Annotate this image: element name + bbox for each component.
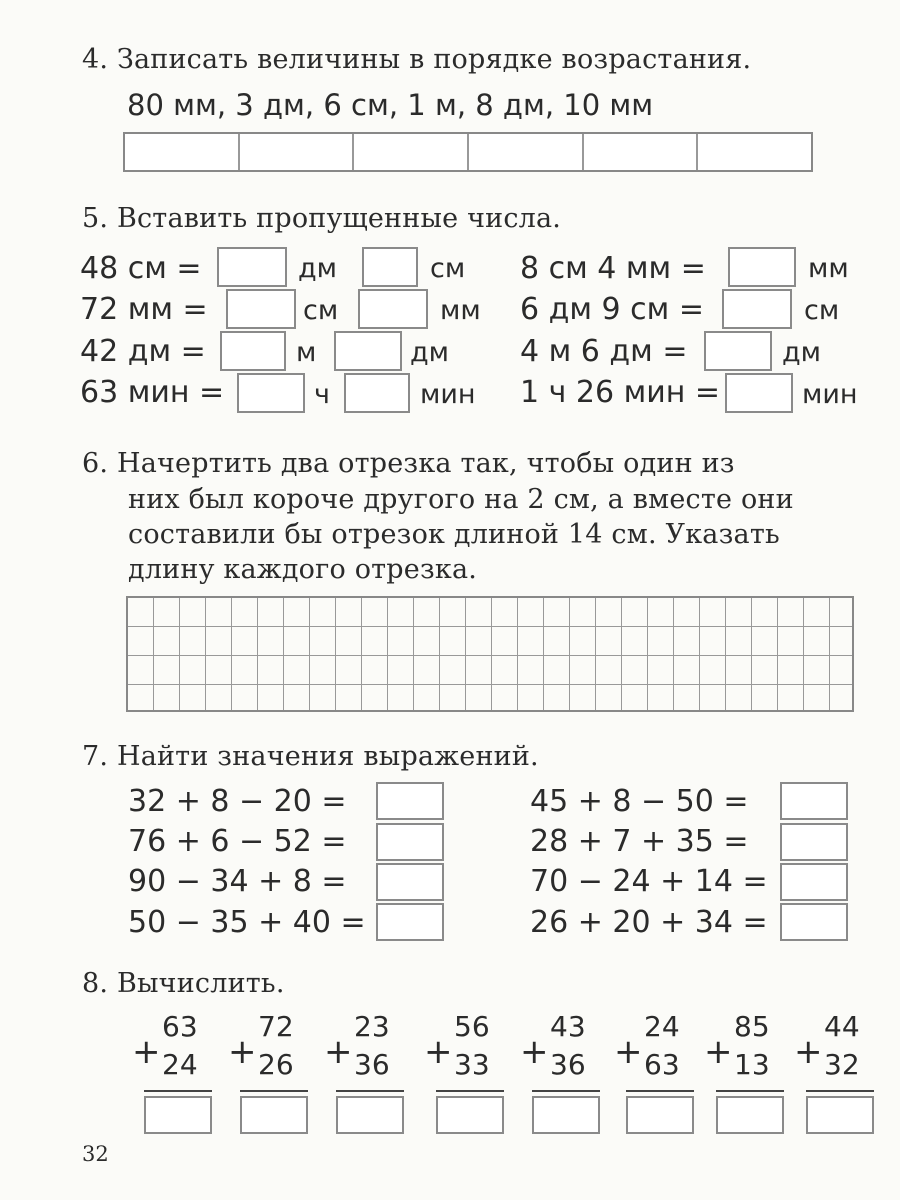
answer-box[interactable] bbox=[362, 247, 418, 287]
unit-label: см bbox=[430, 253, 466, 284]
task5-left-expr: 48 см = bbox=[80, 251, 202, 286]
addend-top: 72 bbox=[258, 1010, 294, 1043]
task4-values: 80 мм, 3 дм, 6 см, 1 м, 8 дм, 10 мм bbox=[127, 88, 654, 122]
unit-label: мин bbox=[802, 379, 858, 410]
answer-box[interactable] bbox=[722, 289, 792, 329]
unit-label: мин bbox=[420, 379, 476, 410]
task7-expr: 50 − 35 + 40 = bbox=[128, 905, 366, 940]
task5-left-expr: 63 мин = bbox=[80, 375, 225, 410]
column-addition bbox=[324, 1010, 404, 1130]
task7-expr: 76 + 6 − 52 = bbox=[128, 824, 347, 859]
plus-sign: + bbox=[520, 1032, 549, 1072]
plus-sign: + bbox=[324, 1032, 353, 1072]
answer-box[interactable] bbox=[626, 1096, 694, 1134]
task7-expr: 32 + 8 − 20 = bbox=[128, 784, 347, 819]
sum-line bbox=[144, 1090, 212, 1092]
column-addition bbox=[228, 1010, 308, 1130]
column-addition bbox=[132, 1010, 212, 1130]
addend-top: 24 bbox=[644, 1010, 680, 1043]
answer-box[interactable] bbox=[240, 1096, 308, 1134]
answer-box[interactable] bbox=[780, 863, 848, 901]
sum-line bbox=[336, 1090, 404, 1092]
task6-line: 6. Начертить два отрезка так, чтобы один из bbox=[82, 448, 735, 479]
answer-box[interactable] bbox=[217, 247, 287, 287]
answer-box[interactable] bbox=[780, 782, 848, 820]
addend-top: 44 bbox=[824, 1010, 860, 1043]
task6-line: длину каждого отрезка. bbox=[128, 554, 478, 585]
unit-label: дм bbox=[410, 337, 450, 368]
addend-top: 43 bbox=[550, 1010, 586, 1043]
unit-label: м bbox=[296, 337, 317, 368]
addend-top: 56 bbox=[454, 1010, 490, 1043]
sum-line bbox=[436, 1090, 504, 1092]
answer-box[interactable] bbox=[226, 289, 296, 329]
addend-bottom: 63 bbox=[644, 1048, 680, 1081]
addend-bottom: 24 bbox=[162, 1048, 198, 1081]
answer-box[interactable] bbox=[376, 823, 444, 861]
answer-box[interactable] bbox=[336, 1096, 404, 1134]
task7-expr: 45 + 8 − 50 = bbox=[530, 784, 749, 819]
task7-expr: 70 − 24 + 14 = bbox=[530, 864, 768, 899]
answer-box[interactable] bbox=[728, 247, 796, 287]
column-addition bbox=[614, 1010, 694, 1130]
unit-label: мм bbox=[808, 253, 849, 284]
answer-box[interactable] bbox=[358, 289, 428, 329]
answer-box[interactable] bbox=[144, 1096, 212, 1134]
task5-right-expr: 6 дм 9 см = bbox=[520, 292, 704, 327]
column-addition bbox=[424, 1010, 504, 1130]
sum-line bbox=[240, 1090, 308, 1092]
unit-label: см bbox=[804, 295, 840, 326]
answer-box[interactable] bbox=[806, 1096, 874, 1134]
plus-sign: + bbox=[228, 1032, 257, 1072]
plus-sign: + bbox=[424, 1032, 453, 1072]
answer-box[interactable] bbox=[704, 331, 772, 371]
task6-line: составили бы отрезок длиной 14 см. Указать bbox=[128, 519, 780, 550]
task5-right-expr: 8 см 4 мм = bbox=[520, 251, 706, 286]
plus-sign: + bbox=[794, 1032, 823, 1072]
column-addition bbox=[794, 1010, 874, 1130]
drawing-grid[interactable] bbox=[126, 596, 854, 712]
unit-label: см bbox=[303, 295, 339, 326]
answer-cell[interactable] bbox=[469, 134, 584, 170]
addend-bottom: 13 bbox=[734, 1048, 770, 1081]
task6-line: них был короче другого на 2 см, а вместе они bbox=[128, 484, 794, 515]
unit-label: дм bbox=[782, 337, 822, 368]
answer-box[interactable] bbox=[532, 1096, 600, 1134]
answer-cell[interactable] bbox=[354, 134, 469, 170]
addend-top: 85 bbox=[734, 1010, 770, 1043]
addend-top: 23 bbox=[354, 1010, 390, 1043]
answer-box[interactable] bbox=[237, 373, 305, 413]
addend-bottom: 36 bbox=[550, 1048, 586, 1081]
answer-box[interactable] bbox=[220, 331, 286, 371]
column-addition bbox=[704, 1010, 784, 1130]
task5-right-expr: 1 ч 26 мин = bbox=[520, 375, 721, 410]
addend-bottom: 26 bbox=[258, 1048, 294, 1081]
plus-sign: + bbox=[614, 1032, 643, 1072]
answer-box[interactable] bbox=[376, 782, 444, 820]
answer-box[interactable] bbox=[780, 903, 848, 941]
task5-left-expr: 42 дм = bbox=[80, 334, 206, 369]
task7-title: 7. Найти значения выражений. bbox=[82, 741, 539, 772]
plus-sign: + bbox=[704, 1032, 733, 1072]
task7-expr: 90 − 34 + 8 = bbox=[128, 864, 347, 899]
answer-cell[interactable] bbox=[584, 134, 699, 170]
sum-line bbox=[626, 1090, 694, 1092]
answer-box[interactable] bbox=[376, 903, 444, 941]
unit-label: дм bbox=[298, 253, 338, 284]
task5-right-expr: 4 м 6 дм = bbox=[520, 334, 688, 369]
answer-box[interactable] bbox=[725, 373, 793, 413]
answer-box[interactable] bbox=[334, 331, 402, 371]
answer-box[interactable] bbox=[436, 1096, 504, 1134]
answer-cell[interactable] bbox=[698, 134, 811, 170]
sum-line bbox=[532, 1090, 600, 1092]
column-addition bbox=[520, 1010, 600, 1130]
task4-answer-row[interactable] bbox=[123, 132, 813, 172]
answer-cell[interactable] bbox=[240, 134, 355, 170]
sum-line bbox=[716, 1090, 784, 1092]
answer-box[interactable] bbox=[716, 1096, 784, 1134]
unit-label: ч bbox=[314, 379, 330, 410]
sum-line bbox=[806, 1090, 874, 1092]
answer-cell[interactable] bbox=[125, 134, 240, 170]
answer-box[interactable] bbox=[344, 373, 410, 413]
plus-sign: + bbox=[132, 1032, 161, 1072]
answer-box[interactable] bbox=[780, 823, 848, 861]
answer-box[interactable] bbox=[376, 863, 444, 901]
addend-bottom: 33 bbox=[454, 1048, 490, 1081]
task5-left-expr: 72 мм = bbox=[80, 292, 208, 327]
unit-label: мм bbox=[440, 295, 481, 326]
task8-title: 8. Вычислить. bbox=[82, 968, 285, 999]
task7-expr: 26 + 20 + 34 = bbox=[530, 905, 768, 940]
task7-expr: 28 + 7 + 35 = bbox=[530, 824, 749, 859]
addend-top: 63 bbox=[162, 1010, 198, 1043]
page-number: 32 bbox=[82, 1142, 109, 1166]
addend-bottom: 32 bbox=[824, 1048, 860, 1081]
task5-title: 5. Вставить пропущенные числа. bbox=[82, 203, 562, 234]
task4-title: 4. Записать величины в порядке возрастания. bbox=[82, 44, 752, 75]
addend-bottom: 36 bbox=[354, 1048, 390, 1081]
